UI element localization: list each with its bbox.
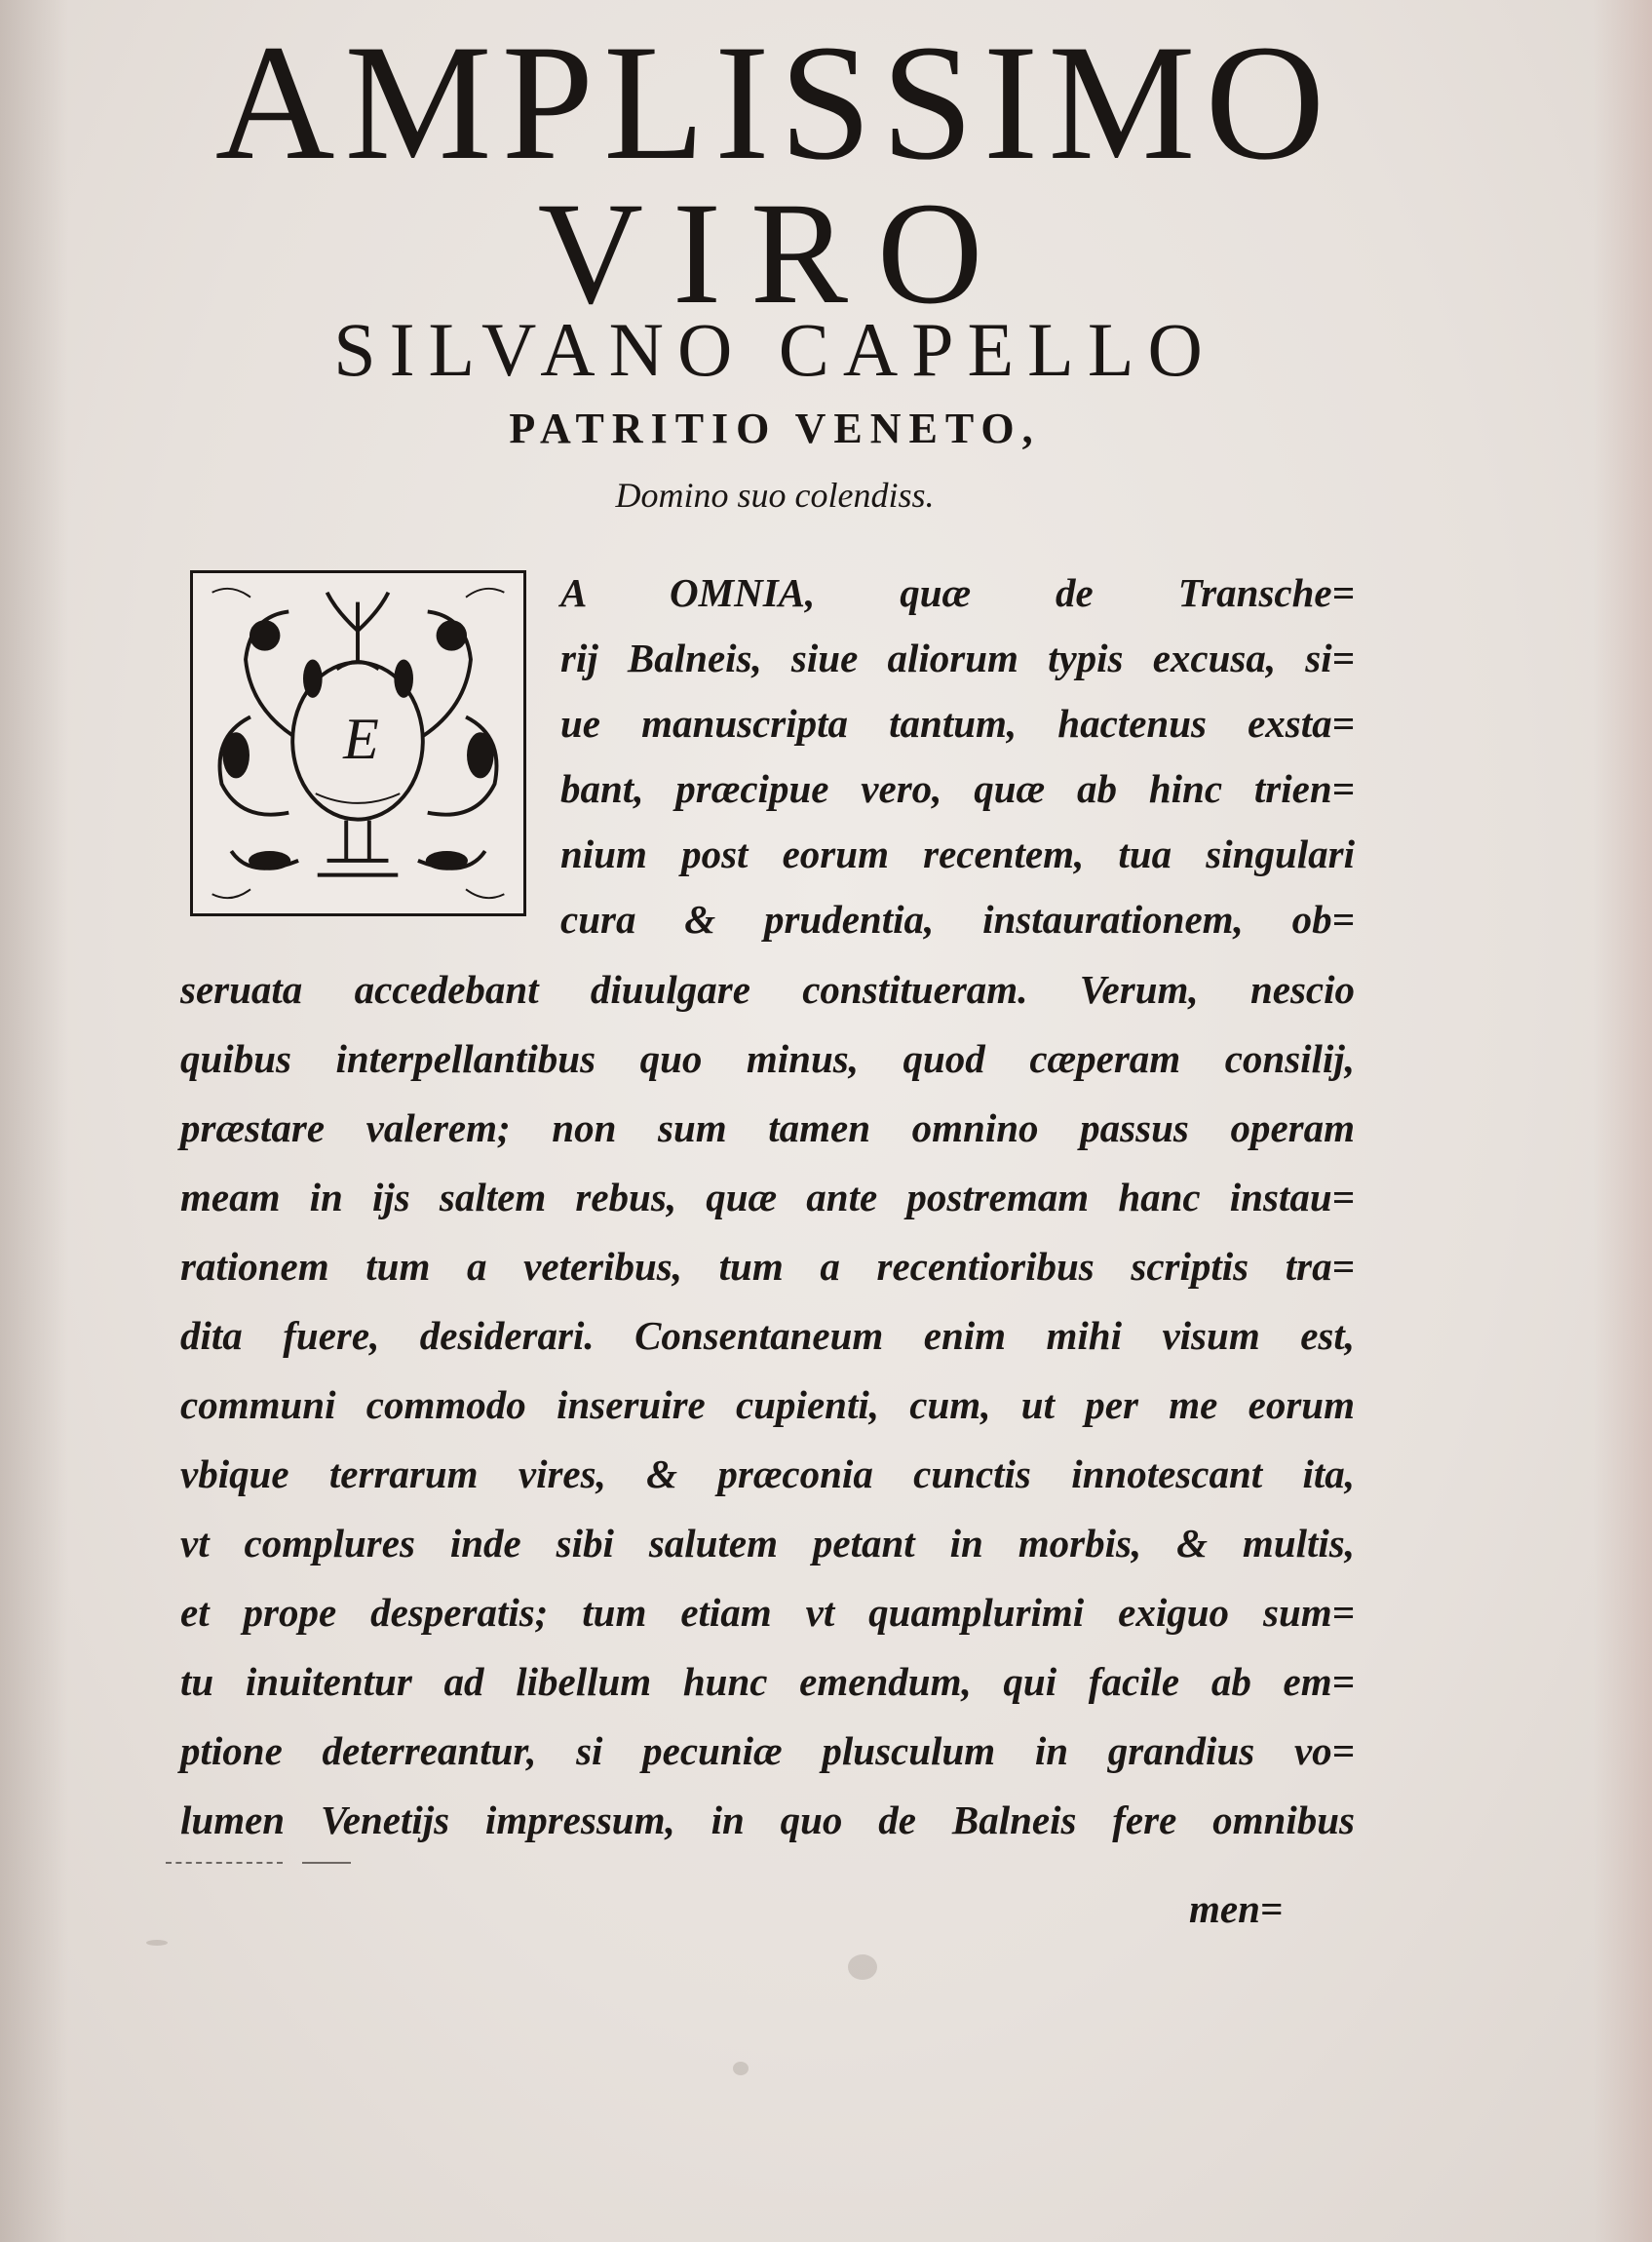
text-line-13: communi commodo inseruire cupienti, cum, ut per me eorum: [180, 1382, 1355, 1427]
paper-spot: [146, 1940, 168, 1946]
underline-mark: [166, 1862, 283, 1864]
text-line-5: nium post eorum recentem, tua singulari: [560, 831, 1355, 876]
text-line-12: dita fuere, desiderari. Consentaneum enim mihi visum est,: [180, 1313, 1355, 1358]
underline-mark-short: [302, 1862, 351, 1864]
ornamental-initial: [190, 570, 526, 916]
text-line-16: et prope desperatis; tum etiam vt quamplurimi exiguo sum=: [180, 1590, 1355, 1635]
heading-silvano-capello: SILVANO CAPELLO: [333, 307, 1216, 392]
text-line-1: A OMNIA, quæ de Transche=: [560, 570, 1355, 615]
heading-amplissimo: AMPLISSIMO: [214, 11, 1335, 194]
paper-spot: [733, 2062, 749, 2075]
text-line-10: meam in ijs saltem rebus, quæ ante postremam hanc instau=: [180, 1175, 1355, 1219]
text-line-15: vt complures inde sibi salutem petant in morbis, & multis,: [180, 1521, 1355, 1566]
text-line-2: rij Balneis, siue aliorum typis excusa, si=: [560, 636, 1355, 680]
text-line-19: lumen Venetijs impressum, in quo de Balneis fere omnibus: [180, 1797, 1355, 1842]
text-line-18: ptione deterreantur, si pecuniæ plusculum in grandius vo=: [180, 1728, 1355, 1773]
text-line-8: quibus interpellantibus quo minus, quod cæperam consilij,: [180, 1036, 1355, 1081]
text-line-11: rationem tum a veteribus, tum a recentioribus scriptis tra=: [180, 1244, 1355, 1289]
heading-patritio-veneto: PATRITIO VENETO,: [509, 405, 1041, 452]
left-gutter-shadow: [0, 0, 68, 2242]
catchword: men=: [1189, 1886, 1284, 1931]
text-line-4: bant, præcipue vero, quæ ab hinc trien=: [560, 766, 1355, 811]
text-line-3: ue manuscripta tantum, hactenus exsta=: [560, 701, 1355, 746]
heading-domino: Domino suo colendiss.: [615, 476, 935, 515]
heading-viro: VIRO: [537, 173, 1013, 334]
paper-spot: [848, 1954, 877, 1980]
right-edge-tint: [1594, 0, 1652, 2242]
initial-letter-e: E: [343, 707, 379, 771]
text-line-14: vbique terrarum vires, & præconia cunctis innotescant ita,: [180, 1451, 1355, 1496]
text-line-9: præstare valerem; non sum tamen omnino passus operam: [180, 1105, 1355, 1150]
text-line-7: seruata accedebant diuulgare constitueram. Verum, nescio: [180, 967, 1355, 1012]
text-line-17: tu inuitentur ad libellum hunc emendum, qui facile ab em=: [180, 1659, 1355, 1704]
text-line-6: cura & prudentia, instaurationem, ob=: [560, 897, 1355, 942]
